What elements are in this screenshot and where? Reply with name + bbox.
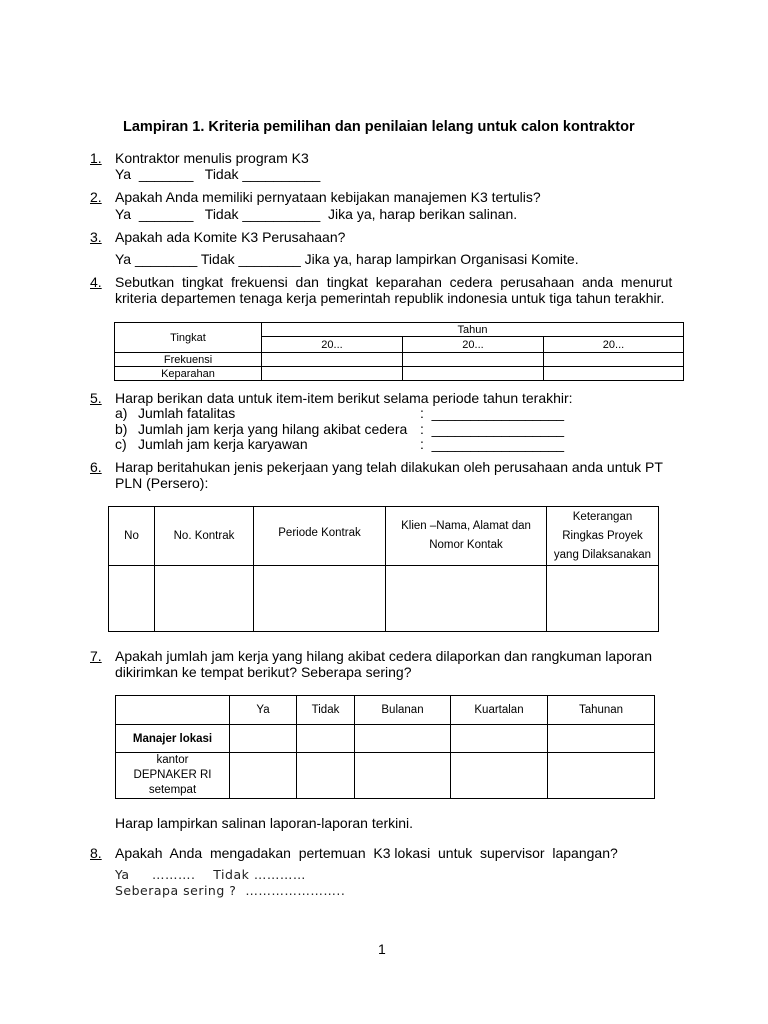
table-header: Tahun: [262, 323, 684, 337]
question-text: Sebutkan tingkat frekuensi dan tingkat keparahan cedera perusahaan anda menurut: [115, 274, 673, 290]
table-header: 20...: [262, 337, 403, 353]
question-number: 4.: [90, 274, 102, 290]
note-text: Harap lampirkan salinan laporan-laporan terkini.: [115, 815, 414, 831]
question-text: Apakah jumlah jam kerja yang hilang akibat cedera dilaporkan dan rangkuman laporan: [115, 648, 653, 664]
page-title: Lampiran 1. Kriteria pemilihan dan penilaian lelang untuk calon kontraktor: [123, 119, 635, 135]
table-header: 20...: [403, 337, 544, 353]
table-cell[interactable]: [355, 725, 451, 753]
table-header: 20...: [544, 337, 684, 353]
question-number: 6.: [90, 459, 102, 475]
table-header: Klien –Nama, Alamat dan Nomor Kontak: [386, 507, 547, 566]
table-row-label: Keparahan: [115, 367, 262, 381]
table-cell[interactable]: [548, 753, 655, 799]
table-cell[interactable]: [548, 725, 655, 753]
table-cell[interactable]: [451, 753, 548, 799]
question-number: 7.: [90, 648, 102, 664]
table-header: Tahunan: [548, 696, 655, 725]
table-cell[interactable]: [544, 353, 684, 367]
question-number: 1.: [90, 150, 102, 166]
table-cell[interactable]: [386, 566, 547, 632]
table-header: Periode Kontrak: [254, 507, 386, 566]
question-number: 2.: [90, 189, 102, 205]
table-header: Keterangan Ringkas Proyek yang Dilaksanakan: [547, 507, 659, 566]
item-label: a): [115, 405, 128, 421]
table-row-label: Frekuensi: [115, 353, 262, 367]
table-cell[interactable]: [155, 566, 254, 632]
question-text: Apakah ada Komite K3 Perusahaan?: [115, 229, 346, 245]
answer-line: Seberapa sering ? …………………..: [115, 883, 346, 898]
item-label: c): [115, 436, 127, 452]
table-cell[interactable]: [451, 725, 548, 753]
item-text: Jumlah fatalitas: [138, 405, 236, 421]
table-cell[interactable]: [544, 367, 684, 381]
table-cell[interactable]: [262, 367, 403, 381]
item-blank[interactable]: : _________________: [420, 405, 565, 421]
table-header: Kuartalan: [451, 696, 548, 725]
table-row-label: kantor DEPNAKER RI setempat: [116, 753, 230, 799]
question-text: dikirimkan ke tempat berikut? Seberapa sering?: [115, 664, 412, 680]
item-label: b): [115, 421, 128, 437]
table-header: Tidak: [297, 696, 355, 725]
question-number: 5.: [90, 390, 102, 406]
table-cell[interactable]: [230, 725, 297, 753]
table-row-label: Manajer lokasi: [116, 725, 230, 753]
table-cell[interactable]: [230, 753, 297, 799]
question-text: Kontraktor menulis program K3: [115, 150, 309, 166]
table-cell[interactable]: [403, 367, 544, 381]
report-frequency-table: [115, 695, 655, 799]
table-cell[interactable]: [297, 753, 355, 799]
table-header: No: [109, 507, 155, 566]
question-text: kriteria departemen tenaga kerja pemerintah republik indonesia untuk tiga tahun terakhir.: [115, 290, 665, 306]
answer-line: Ya _______ Tidak __________: [115, 166, 321, 182]
table-cell[interactable]: [297, 725, 355, 753]
table-header: Bulanan: [355, 696, 451, 725]
question-number: 3.: [90, 229, 102, 245]
question-text: Apakah Anda mengadakan pertemuan K3 lokasi untuk supervisor lapangan?: [115, 845, 618, 861]
table-cell[interactable]: [262, 353, 403, 367]
table-header: Ya: [230, 696, 297, 725]
table-cell[interactable]: [254, 566, 386, 632]
item-text: Jumlah jam kerja yang hilang akibat cedera: [138, 421, 408, 437]
answer-line: Ya ________ Tidak ________ Jika ya, harap lampirkan Organisasi Komite.: [115, 251, 579, 267]
table-cell[interactable]: [355, 753, 451, 799]
frequency-severity-table: [114, 322, 684, 381]
answer-line: Ya ………. Tidak …………: [115, 867, 306, 882]
question-number: 8.: [90, 845, 102, 861]
question-text: Harap berikan data untuk item-item berikut selama periode tahun terakhir:: [115, 390, 573, 406]
item-blank[interactable]: : _________________: [420, 436, 565, 452]
work-history-table: [108, 506, 659, 632]
table-cell[interactable]: [109, 566, 155, 632]
table-corner: [116, 696, 230, 725]
question-text: PLN (Persero):: [115, 475, 209, 491]
question-text: Harap beritahukan jenis pekerjaan yang telah dilakukan oleh perusahaan anda untuk PT: [115, 459, 663, 475]
question-text: Apakah Anda memiliki pernyataan kebijakan manajemen K3 tertulis?: [115, 189, 541, 205]
page-number: 1: [378, 941, 386, 957]
item-blank[interactable]: : _________________: [420, 421, 565, 437]
table-cell[interactable]: [547, 566, 659, 632]
table-cell[interactable]: [403, 353, 544, 367]
item-text: Jumlah jam kerja karyawan: [138, 436, 308, 452]
table-header: No. Kontrak: [155, 507, 254, 566]
table-header: Tingkat: [115, 323, 262, 353]
answer-line: Ya _______ Tidak __________ Jika ya, harap berikan salinan.: [115, 206, 518, 222]
